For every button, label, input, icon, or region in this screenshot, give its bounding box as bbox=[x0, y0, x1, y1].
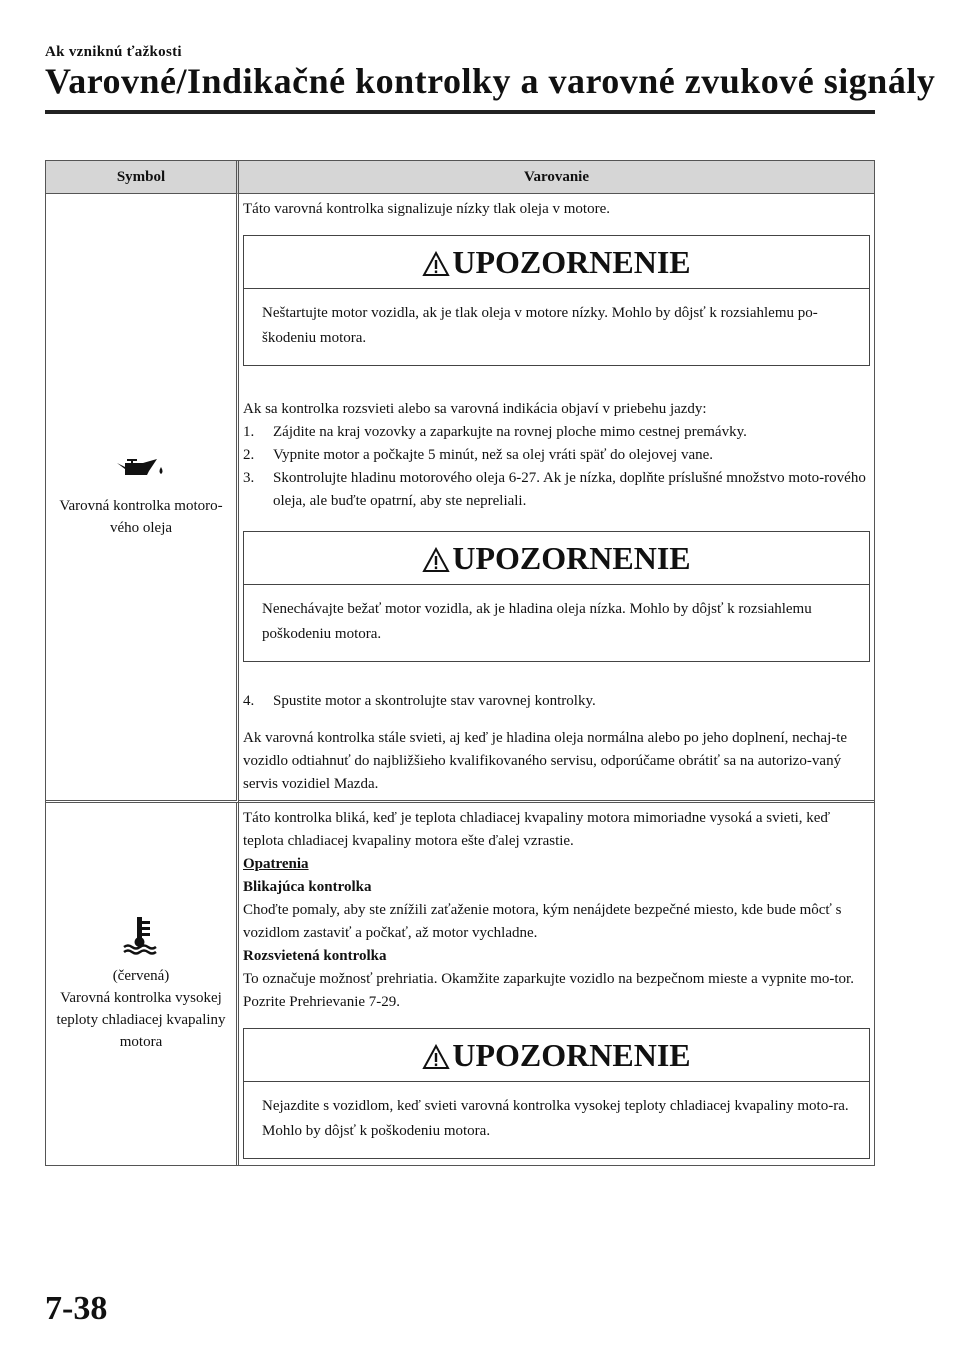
section-heading: Ak vzniknú ťažkosti bbox=[45, 44, 182, 60]
symbol-cell bbox=[46, 194, 239, 803]
oil-pressure-icon bbox=[113, 455, 169, 485]
column-header-symbol: Symbol bbox=[46, 161, 239, 194]
caution-box bbox=[243, 531, 870, 662]
intro-text: Táto kontrolka bliká, keď je teplota chladiacej kvapaliny motora mimoriadne vysoká a svieti, keď teplota chladiacej kvapaliny motora ešte ďalej vzrastie. bbox=[243, 810, 831, 849]
caution-text: Nenechávajte bežať motor vozidla, ak je hladina oleja nízka. Mohlo by dôjsť k rozsiahlemu poškodeniu motora. bbox=[262, 601, 812, 642]
symbol-cell bbox=[46, 803, 239, 1165]
column-header-warning: Varovanie bbox=[239, 161, 874, 194]
list-item: 4. Spustite motor a skontrolujte stav varovnej kontrolky. bbox=[243, 693, 596, 709]
caution-text: Neštartujte motor vozidla, ak je tlak oleja v motore nízky. Mohlo by dôjsť k rozsiahlemu po-škodeniu motora. bbox=[262, 305, 818, 346]
table-row bbox=[46, 803, 874, 1165]
table-row bbox=[46, 194, 874, 803]
caution-title: UPOZORNENIE bbox=[452, 244, 691, 280]
caution-header bbox=[244, 532, 869, 585]
title-divider bbox=[45, 110, 875, 114]
caution-title: UPOZORNENIE bbox=[452, 1037, 691, 1073]
lit-title: Rozsvietená kontrolka bbox=[243, 948, 387, 964]
page-title: Varovné/Indikačné kontrolky a varovné zvukové signály bbox=[45, 61, 936, 101]
warning-triangle-icon bbox=[422, 547, 450, 573]
blink-title: Blikajúca kontrolka bbox=[243, 879, 372, 895]
symbol-label-line: vého oleja bbox=[109, 520, 173, 536]
table-header-row bbox=[46, 161, 874, 194]
intro-text: Táto varovná kontrolka signalizuje nízky tlak oleja v motore. bbox=[243, 201, 610, 217]
closing-text: Ak varovná kontrolka stále svieti, aj keď je hladina oleja normálna alebo po jeho doplnení, nechaj-te vozidlo odtiahnuť do najbližšieho kvalifikovaného servisu, odporúčame obrátiť sa na autorizo-vaný servis vozidiel Mazda. bbox=[243, 730, 848, 792]
list-item: 3. Skontrolujte hladinu motorového oleja 6-27. Ak je nízka, doplňte príslušné množstvo moto-rového oleja, ale buďte opatrní, aby ste nepreliali. bbox=[243, 470, 866, 509]
coolant-temperature-icon bbox=[121, 915, 161, 955]
lit-text: To označuje možnosť prehriatia. Okamžite zaparkujte vozidlo na bezpečnom mieste a vypnite mo-tor. bbox=[243, 971, 854, 987]
caution-header bbox=[244, 236, 869, 289]
steps-intro: Ak sa kontrolka rozsvieti alebo sa varovná indikácia objaví v priebehu jazdy: bbox=[243, 401, 707, 417]
symbol-label-line: Varovná kontrolka motoro- bbox=[59, 498, 223, 514]
see-also-text: Pozrite Prehrievanie 7-29. bbox=[243, 994, 401, 1010]
caution-title: UPOZORNENIE bbox=[452, 540, 691, 576]
blink-text: Choďte pomaly, aby ste znížili zaťaženie motora, kým nenájdete bezpečné miesto, kde bude môcť s vozidlom zastaviť a počkať, až motor vychladne. bbox=[243, 902, 842, 941]
symbol-label-line: Varovná kontrolka vysokej bbox=[60, 990, 222, 1006]
measures-title: Opatrenia bbox=[243, 856, 309, 872]
symbol-label-line: motora bbox=[119, 1034, 163, 1050]
warning-table bbox=[45, 160, 875, 1166]
caution-header bbox=[244, 1029, 869, 1082]
symbol-color-label: (červená) bbox=[112, 968, 170, 984]
warning-cell bbox=[239, 803, 874, 1165]
list-item: 1. Zájdite na kraj vozovky a zaparkujte na rovnej ploche mimo cestnej premávky. bbox=[243, 424, 747, 440]
caution-box bbox=[243, 235, 870, 366]
warning-triangle-icon bbox=[422, 1044, 450, 1070]
caution-box bbox=[243, 1028, 870, 1159]
caution-text: Nejazdite s vozidlom, keď svieti varovná kontrolka vysokej teploty chladiacej kvapaliny moto-ra. Mohlo by dôjsť k poškodeniu motora. bbox=[262, 1098, 849, 1139]
page-number: 7-38 bbox=[45, 1290, 108, 1327]
warning-triangle-icon bbox=[422, 251, 450, 277]
warning-cell bbox=[239, 194, 874, 803]
list-item: 2. Vypnite motor a počkajte 5 minút, než sa olej vráti späť do olejovej vane. bbox=[243, 447, 714, 463]
symbol-label-line: teploty chladiacej kvapaliny bbox=[56, 1012, 226, 1028]
